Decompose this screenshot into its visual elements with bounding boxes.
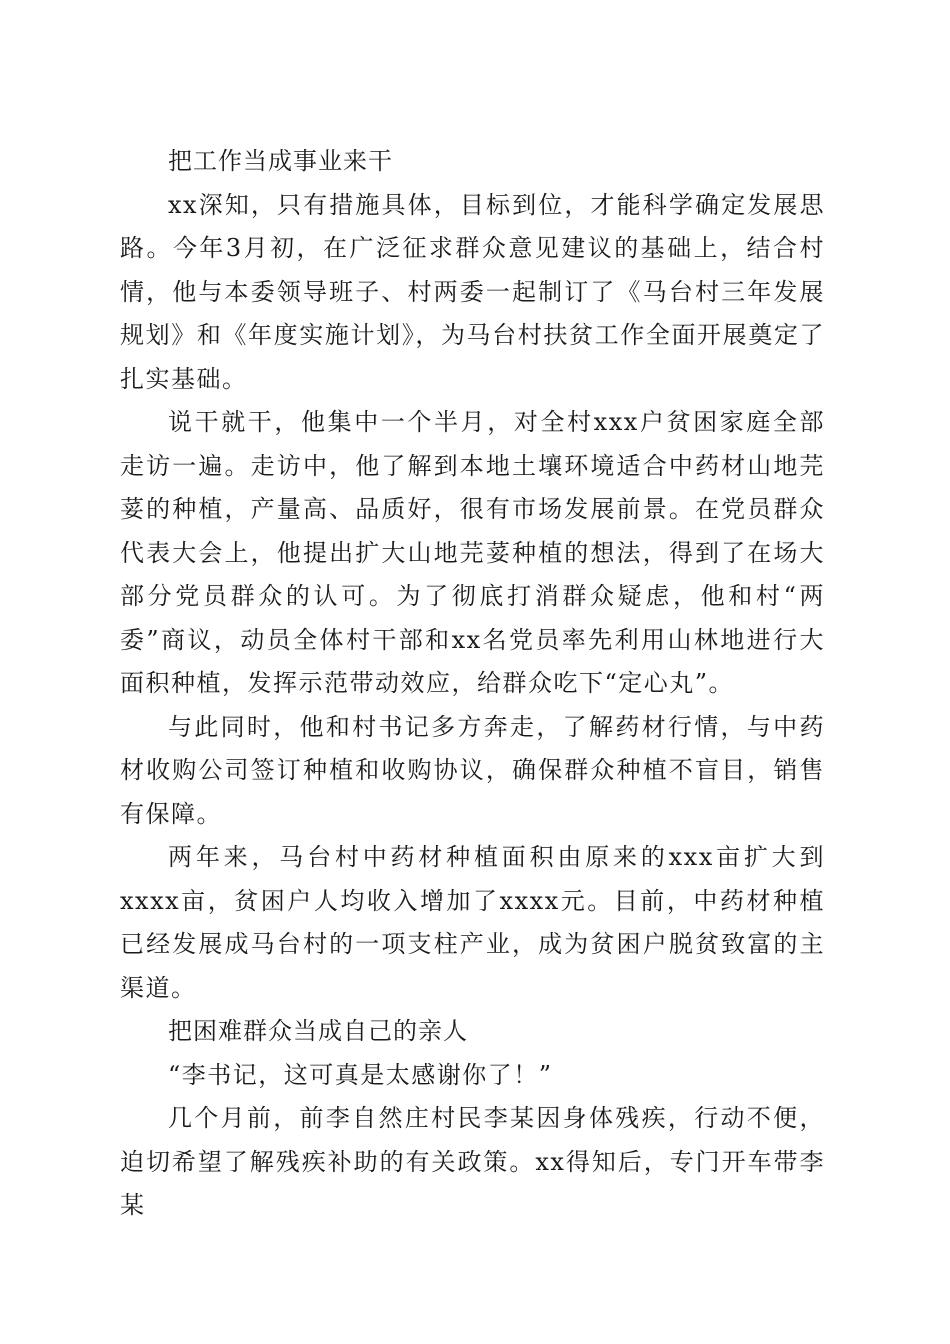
paragraph: 与此同时，他和村书记多方奔走，了解药材行情，与中药材收购公司签订种植和收购协议，确保群众种植不盲目，销售有保障。: [120, 712, 825, 828]
paragraph: xx深知，只有措施具体，目标到位，才能科学确定发展思路。今年3月初，在广泛征求群众意见建议的基础上，结合村情，他与本委领导班子、村两委一起制订了《马台村三年发展规划》和《年度实施计划》，为马台村扶贫工作全面开展奠定了扎实基础。: [120, 190, 825, 393]
paragraph: 几个月前，前李自然庄村民李某因身体残疾，行动不便，迫切希望了解残疾补助的有关政策。xx得知后，专门开车带李某: [120, 1104, 825, 1219]
paragraph: 两年来，马台村中药材种植面积由原来的xxx亩扩大到xxxx亩，贫困户人均收入增加了xxxx元。目前，中药材种植已经发展成马台村的一项支柱产业，成为贫困户脱贫致富的主渠道。: [120, 843, 825, 1002]
document-body: [120, 140, 825, 1228]
section-heading: 把困难群众当成自己的亲人: [168, 1017, 468, 1045]
paragraph: 说干就干，他集中一个半月，对全村xxx户贫困家庭全部走访一遍。走访中，他了解到本地土壤环境适合中药材山地芫荽的种植，产量高、品质好，很有市场发展前景。在党员群众代表大会上，他提出扩大山地芫荽种植的想法，得到了在场大部分党员群众的认可。为了彻底打消群众疑虑，他和村“两委”商议，动员全体村干部和xx名党员率先利用山林地进行大面积种植，发挥示范带动效应，给群众吃下“定心丸”。: [120, 408, 825, 697]
paragraph: “李书记，这可真是太感谢你了！”: [168, 1060, 553, 1089]
section-heading: 把工作当成事业来干: [168, 147, 393, 175]
